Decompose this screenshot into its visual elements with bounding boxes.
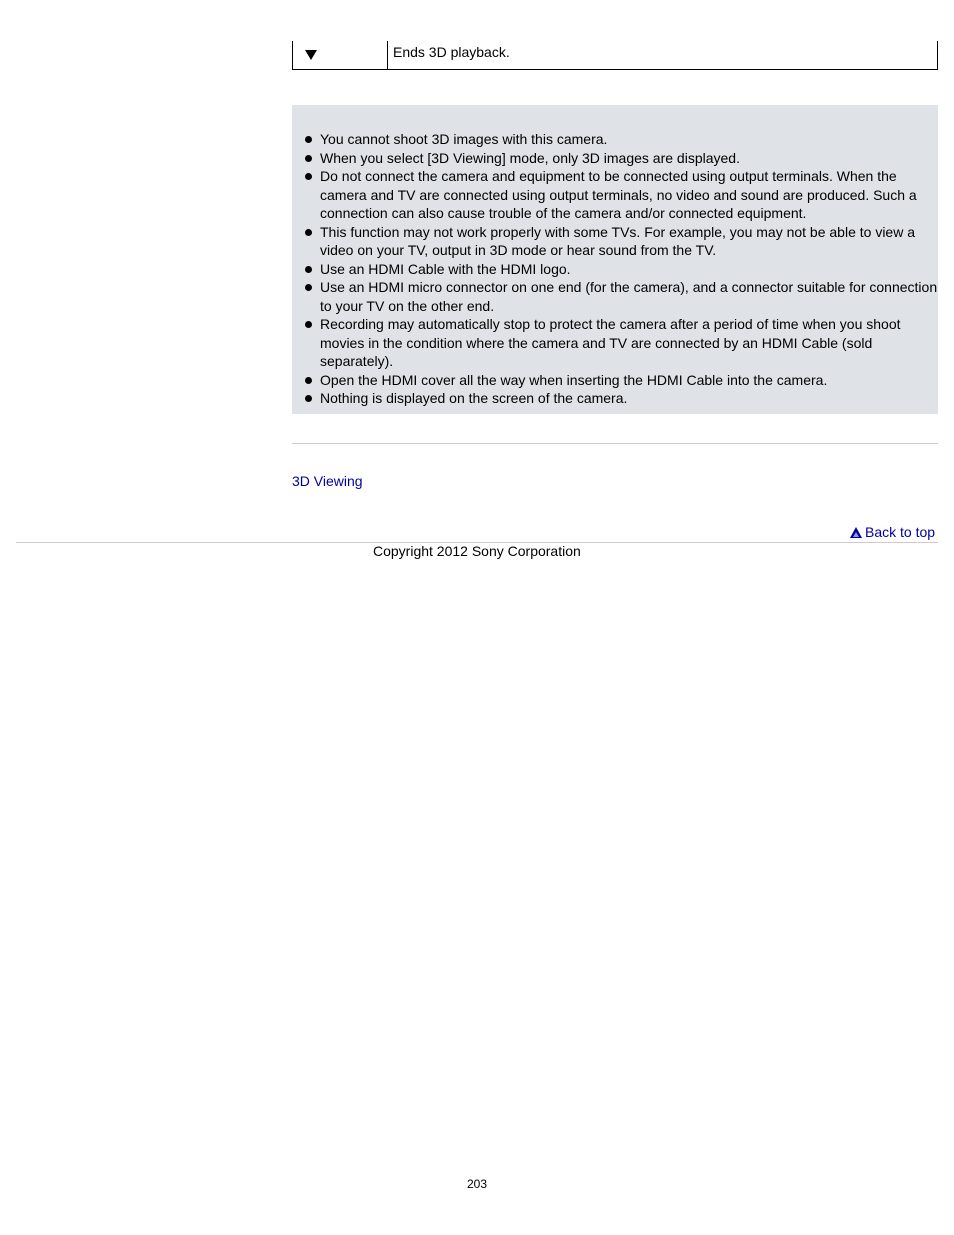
list-item bbox=[320, 149, 938, 168]
bullet-icon bbox=[305, 229, 312, 236]
note-text: Open the HDMI cover all the way when inserting the HDMI Cable into the camera. bbox=[320, 371, 828, 388]
note-text: Nothing is displayed on the screen of the camera. bbox=[320, 390, 628, 406]
copyright-text: Copyright 2012 Sony Corporation bbox=[373, 543, 581, 559]
note-text: You cannot shoot 3D images with this camera. bbox=[320, 131, 608, 147]
note-text: Use an HDMI micro connector on one end (for the camera), and a connector suitable for connection to your TV on the other end. bbox=[320, 279, 938, 314]
list-item bbox=[320, 130, 938, 149]
bullet-icon bbox=[305, 284, 312, 291]
list-item bbox=[320, 223, 938, 260]
list-item bbox=[320, 167, 938, 223]
bullet-icon bbox=[305, 377, 312, 384]
note-text: When you select [3D Viewing] mode, only 3D images are displayed. bbox=[320, 149, 740, 166]
bullet-icon bbox=[305, 173, 312, 180]
bullet-icon bbox=[305, 136, 312, 143]
bullet-icon bbox=[305, 395, 312, 402]
operation-table bbox=[292, 41, 938, 70]
notes-list bbox=[320, 130, 938, 408]
list-item bbox=[320, 260, 938, 279]
note-text: Recording may automatically stop to protect the camera after a period of time when you shoot movies in the condition where the camera and TV are connected by an HDMI Cable (sold separately). bbox=[320, 316, 901, 369]
operation-description: Ends 3D playback. bbox=[393, 44, 510, 60]
bullet-icon bbox=[305, 266, 312, 273]
list-item bbox=[320, 278, 938, 315]
list-item bbox=[320, 389, 938, 408]
note-text: This function may not work properly with some TVs. For example, you may not be able to view a video on your TV, output in 3D mode or hear sound from the TV. bbox=[320, 223, 915, 258]
back-to-top-label: Back to top bbox=[865, 524, 936, 540]
list-item bbox=[320, 315, 938, 371]
down-triangle-icon bbox=[305, 50, 317, 60]
back-to-top-link[interactable] bbox=[850, 524, 935, 540]
page-number: 203 bbox=[466, 1177, 488, 1191]
related-topic-link[interactable]: 3D Viewing bbox=[292, 473, 363, 489]
bullet-icon bbox=[305, 321, 312, 328]
note-text: Do not connect the camera and equipment to be connected using output terminals. When the camera and TV are connected using output terminals, no video and sound are produced. Such a connection can also cause trouble of the camera and/or connected equipment. bbox=[320, 168, 917, 221]
list-item bbox=[320, 371, 938, 390]
section-divider bbox=[292, 443, 938, 444]
bullet-icon bbox=[305, 155, 312, 162]
notes-box bbox=[292, 105, 938, 414]
note-text: Use an HDMI Cable with the HDMI logo. bbox=[320, 260, 571, 277]
up-triangle-icon bbox=[850, 527, 862, 538]
operation-icon-cell bbox=[293, 41, 388, 69]
